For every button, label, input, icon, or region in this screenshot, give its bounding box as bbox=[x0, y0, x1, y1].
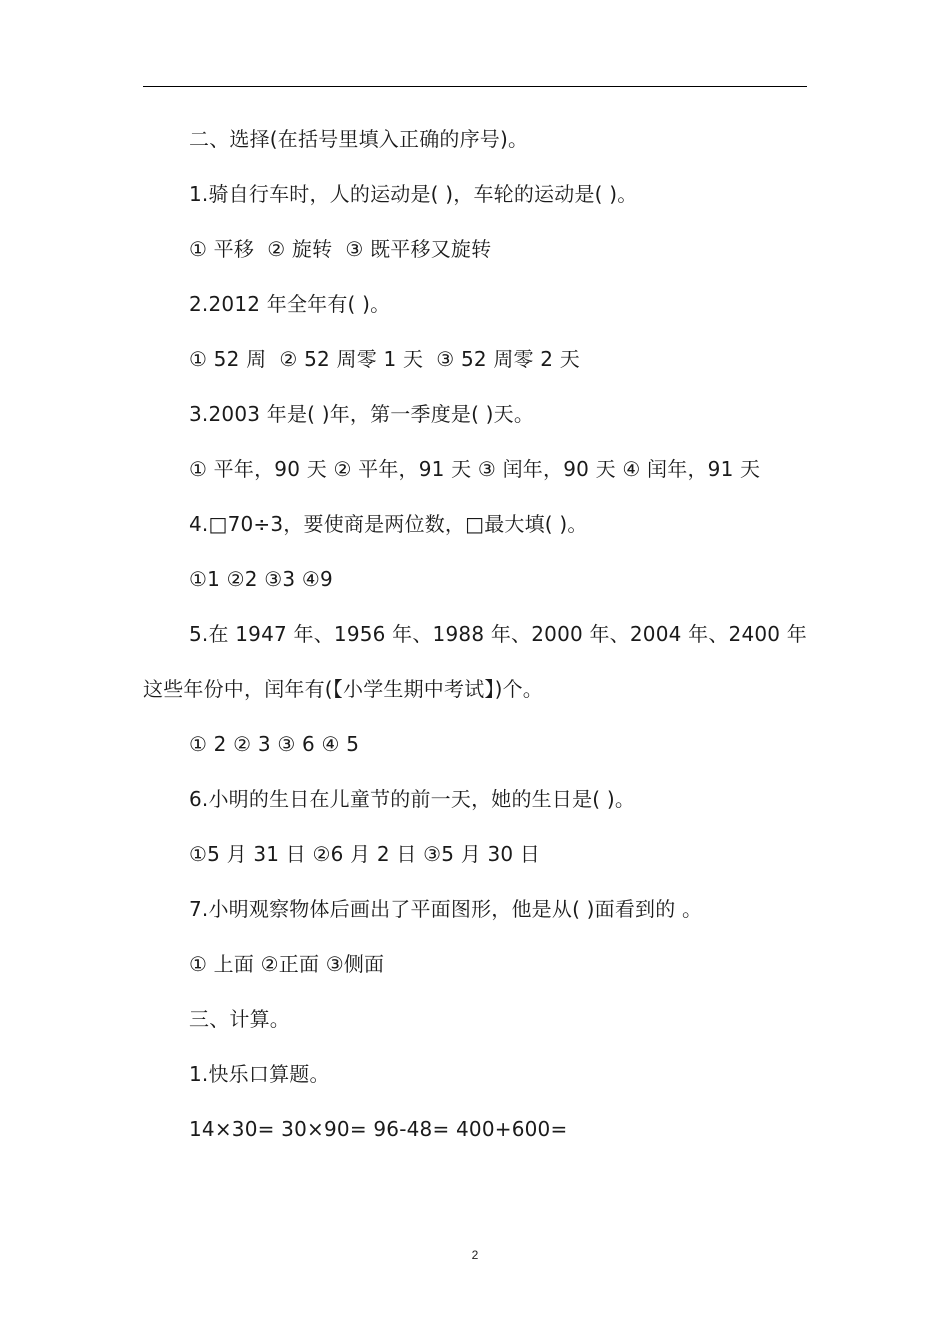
calculation-problems: 14×30= 30×90= 96-48= 400+600= bbox=[189, 1117, 568, 1141]
question-7: 7.小明观察物体后画出了平面图形，他是从( )面看到的 。 bbox=[189, 897, 703, 921]
question-4: 4.□70÷3，要使商是两位数，□最大填( )。 bbox=[189, 512, 588, 536]
section-heading-calculation: 三、计算。 bbox=[189, 1007, 290, 1031]
question-1: 1.骑自行车时，人的运动是( )，车轮的运动是( )。 bbox=[189, 182, 638, 206]
section-heading-choice: 二、选择(在括号里填入正确的序号)。 bbox=[189, 127, 529, 151]
question-5-options: ① 2 ② 3 ③ 6 ④ 5 bbox=[189, 732, 360, 756]
question-6: 6.小明的生日在儿童节的前一天，她的生日是( )。 bbox=[189, 787, 636, 811]
calculation-subheading: 1.快乐口算题。 bbox=[189, 1062, 330, 1086]
question-2-options: ① 52 周 ② 52 周零 1 天 ③ 52 周零 2 天 bbox=[189, 347, 580, 371]
question-3: 3.2003 年是( )年，第一季度是( )天。 bbox=[189, 402, 535, 426]
question-3-options: ① 平年，90 天 ② 平年，91 天 ③ 闰年，90 天 ④ 闰年，91 天 bbox=[189, 457, 761, 481]
question-5: 5.在 1947 年、1956 年、1988 年、2000 年、2004 年、2400 年这些年份中，闰年有(【小学生期中考试】)个。 bbox=[143, 622, 807, 701]
question-2: 2.2012 年全年有( )。 bbox=[189, 292, 391, 316]
document-body bbox=[143, 112, 807, 1157]
question-4-options: ①1 ②2 ③3 ④9 bbox=[189, 567, 333, 591]
page-number: 2 bbox=[471, 1248, 479, 1262]
question-7-options: ① 上面 ②正面 ③侧面 bbox=[189, 952, 385, 976]
header-rule bbox=[143, 86, 807, 87]
question-6-options: ①5 月 31 日 ②6 月 2 日 ③5 月 30 日 bbox=[189, 842, 541, 866]
question-1-options: ① 平移 ② 旋转 ③ 既平移又旋转 bbox=[189, 237, 492, 261]
